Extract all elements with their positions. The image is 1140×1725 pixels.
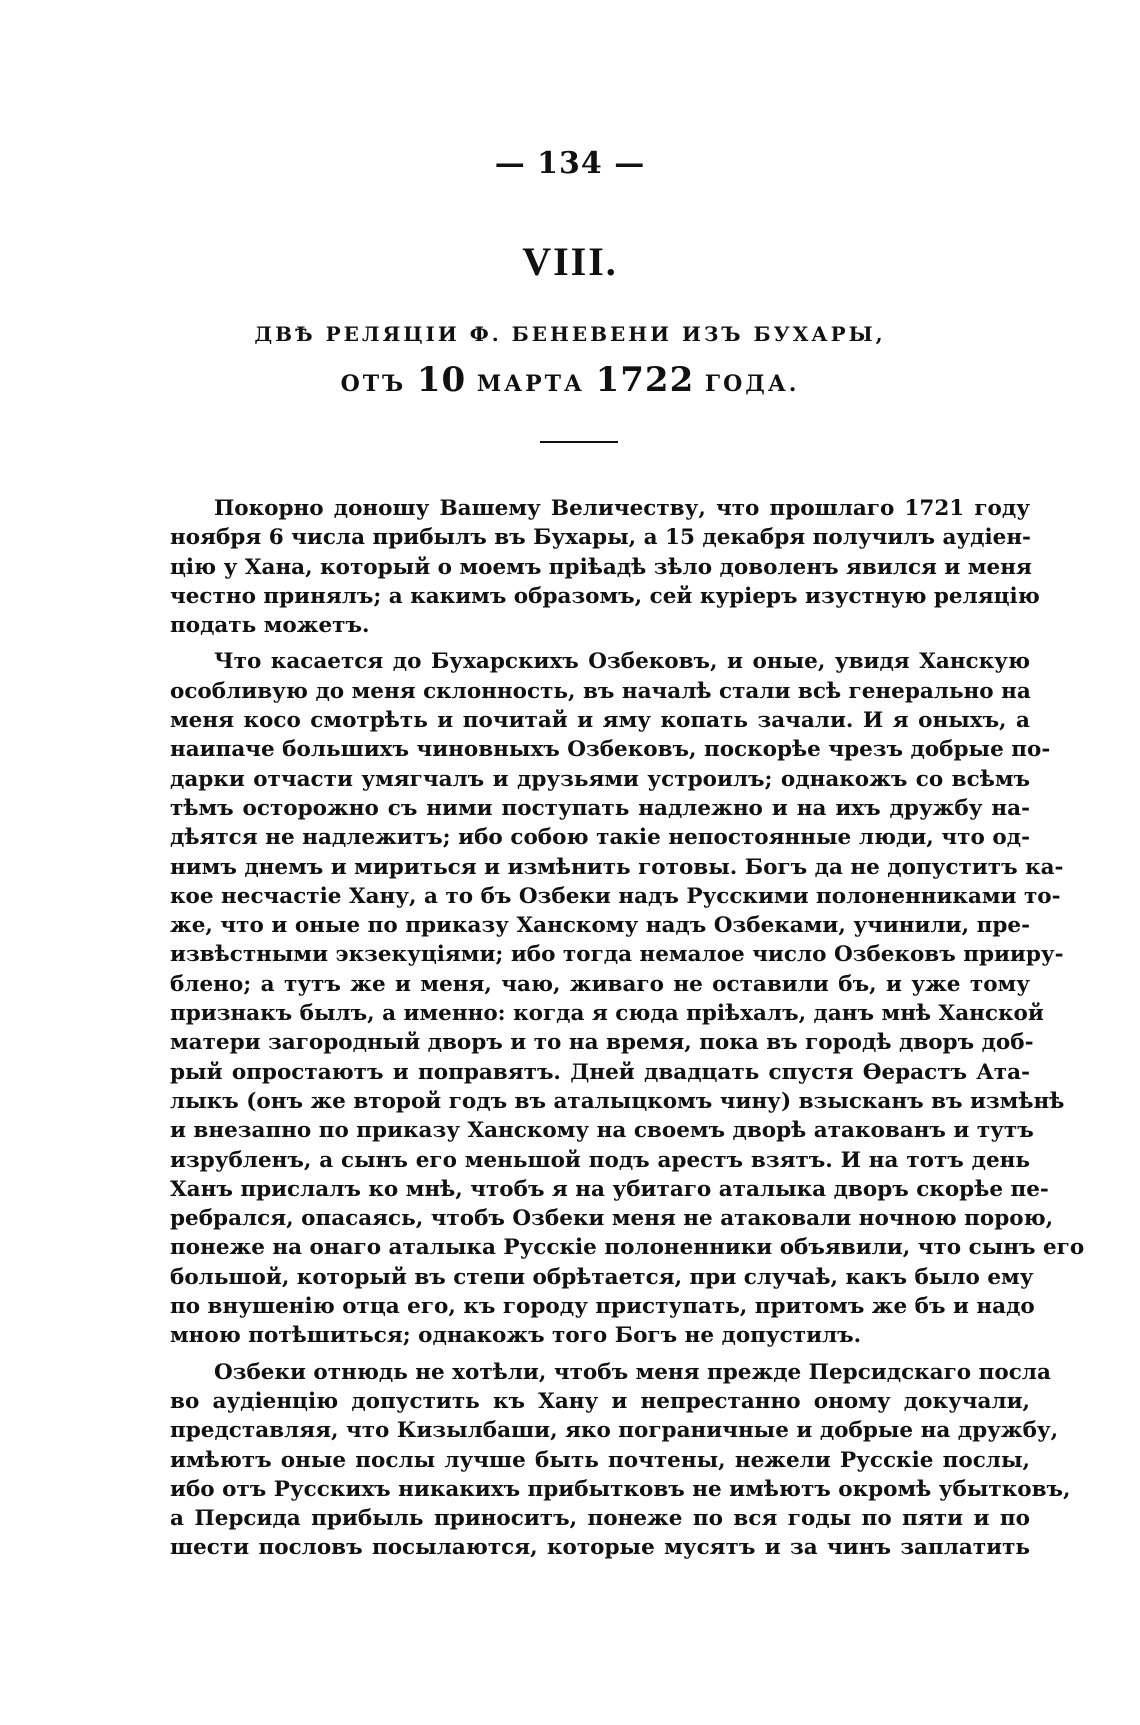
text-line: честно принялъ; а какимъ образомъ, сей куріеръ изустную реляцію	[170, 583, 1040, 609]
text-line: нимъ днемъ и мириться и измѣнить готовы. Богъ да не допуститъ ка-	[170, 854, 1064, 880]
text-line: представляя, что Кизылбаши, яко пограничные и добрые на дружбу,	[170, 1418, 1059, 1444]
body-text	[170, 494, 1085, 1563]
text-line: наипаче большихъ чиновныхъ Озбековъ, поскорѣе чрезъ добрые по-	[170, 737, 1051, 763]
text-line: матери загородный дворъ и то на время, пока въ городѣ дворъ доб-	[170, 1030, 1034, 1056]
section-subtitle	[0, 360, 1140, 400]
paragraph-gap	[170, 640, 1030, 647]
text-line: ноября 6 числа прибылъ въ Бухары, а 15 декабря получилъ аудіен-	[170, 525, 1031, 551]
text-line: ибо отъ Русскихъ никакихъ прибытковъ не имѣютъ окромѣ убытковъ,	[170, 1476, 1071, 1502]
paragraph	[170, 1358, 1071, 1563]
text-line: большой, который въ степи обрѣтается, при случаѣ, какъ было ему	[170, 1264, 1034, 1290]
text-line: а Персида прибыль приноситъ, понеже по вся годы по пяти и по	[170, 1506, 1030, 1532]
paragraph	[170, 647, 1085, 1350]
subtitle-year: 1722	[595, 360, 695, 400]
text-line: по внушенію отца его, къ городу приступать, притомъ же бъ и надо	[170, 1294, 1035, 1320]
text-line: дѣятся не надлежитъ; ибо собою такіе непостоянные люди, что од-	[170, 825, 1030, 851]
text-line: подать можетъ.	[170, 613, 370, 639]
text-line: меня косо смотрѣть и почитай и яму копать зачали. И я оныхъ, а	[170, 708, 1030, 734]
text-line: извѣстными экзекуціями; ибо тогда немалое число Озбековъ прииру-	[170, 942, 1064, 968]
subtitle-suffix: ГОДА.	[704, 371, 800, 397]
text-line: во аудіенцію допустить къ Хану и непрестанно оному докучали,	[170, 1388, 1030, 1414]
title-divider	[540, 441, 618, 443]
text-line: же, что и оные по приказу Ханскому надъ Озбеками, учинили, пре-	[170, 913, 1030, 939]
text-line: мною потѣшиться; однакожъ того Богъ не допустилъ.	[170, 1323, 862, 1349]
text-line: изрубленъ, а сынъ его меньшой подъ арестъ взятъ. И на тотъ день	[170, 1147, 1030, 1173]
chapter-numeral: VIII.	[522, 239, 618, 284]
text-line: имѣютъ оные послы лучше быть почтены, нежели Русскіе послы,	[170, 1447, 1030, 1473]
text-line: цію у Хана, который о моемъ пріѣадѣ зѣло доволенъ явился и меня	[170, 554, 1032, 580]
text-line: Ханъ прислалъ ко мнѣ, чтобъ я на убитаго аталыка дворъ скорѣе пе-	[170, 1176, 1049, 1202]
section-title: ДВѢ РЕЛЯЦІИ Ф. БЕНЕВЕНИ ИЗЪ БУХАРЫ,	[254, 322, 886, 346]
paragraph-gap	[170, 1351, 1030, 1358]
text-line: Озбеки отнюдь не хотѣли, чтобъ меня прежде Персидскаго посла	[214, 1359, 1051, 1385]
text-line: тѣмъ осторожно съ ними поступать надлежно и на ихъ дружбу на-	[170, 795, 1030, 821]
paragraph	[170, 494, 1040, 640]
text-line: дарки отчасти умягчалъ и друзьями устроилъ; однакожъ со всѣмъ	[170, 766, 1030, 792]
text-line: блено; а тутъ же и меня, чаю, живаго не оставили бъ, и уже тому	[170, 971, 1030, 997]
subtitle-day: 10	[416, 360, 467, 400]
text-line: шести пословъ посылаются, которые мусятъ и за чинъ заплатить	[170, 1535, 1030, 1561]
text-line: ребрался, опасаясь, чтобъ Озбеки меня не атаковали ночною порою,	[170, 1206, 1054, 1232]
subtitle-month: МАРТА	[476, 371, 585, 397]
subtitle-prefix: ОТЪ	[340, 371, 407, 397]
text-line: признакъ былъ, а именно: когда я сюда пріѣхалъ, данъ мнѣ Ханской	[170, 1001, 1044, 1027]
text-line: рый опростаютъ и поправятъ. Дней двадцать спустя Ѳерастъ Ата-	[170, 1059, 1030, 1085]
text-line: и внезапно по приказу Ханскому на своемъ дворѣ атакованъ и тутъ	[170, 1118, 1034, 1144]
text-line: Что касается до Бухарскихъ Озбековъ, и оные, увидя Ханскую	[214, 649, 1030, 675]
text-line: кое несчастіе Хану, а то бъ Озбеки надъ Русскими полоненниками то-	[170, 883, 1061, 909]
text-line: особливую до меня склонность, въ началѣ стали всѣ генерально на	[170, 678, 1031, 704]
text-line: понеже на онаго аталыка Русскіе полоненники объявили, что сынъ его	[170, 1235, 1085, 1261]
page-number: — 134 —	[494, 146, 646, 181]
text-line: лыкъ (онъ же второй годъ въ аталыцкомъ чину) взысканъ въ измѣнѣ	[170, 1088, 1065, 1114]
text-line: Покорно доношу Вашему Величеству, что прошлаго 1721 году	[214, 496, 1030, 521]
